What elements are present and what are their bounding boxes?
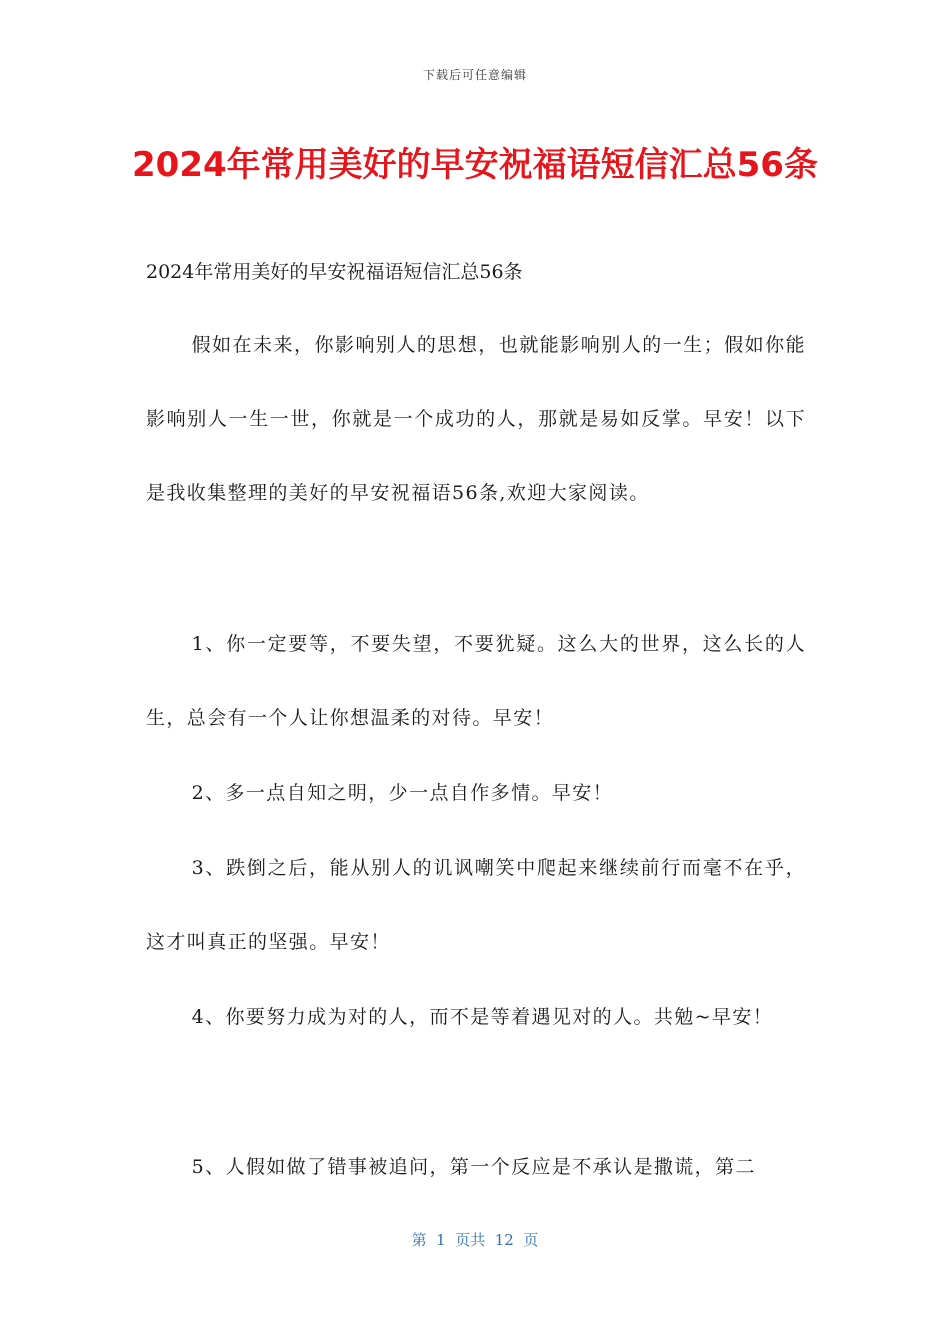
list-item: 5、人假如做了错事被追问，第一个反应是不承认是撒谎，第二 xyxy=(191,1156,756,1178)
page-number: 第 1 页共 12 页 xyxy=(411,1231,539,1249)
list-item: 3、跌倒之后，能从别人的讥讽嘲笑中爬起来继续前行而毫不在乎，这才叫真正的坚强。早安！ xyxy=(146,857,806,953)
list-item: 1、你一定要等，不要失望，不要犹疑。这么大的世界，这么长的人生，总会有一个人让你想温柔的对待。早安！ xyxy=(146,633,806,729)
list-item: 2、多一点自知之明，少一点自作多情。早安！ xyxy=(191,782,614,804)
header-note: 下载后可任意编辑 xyxy=(422,68,527,82)
list-item: 4、你要努力成为对的人，而不是等着遇见对的人。共勉~早安！ xyxy=(191,1006,774,1028)
intro-paragraph: 假如在未来，你影响别人的思想，也就能影响别人的一生；假如你能影响别人一生一世，你就是一个成功的人，那就是易如反掌。早安！以下是我收集整理的美好的早安祝福语56条,欢迎大家阅读。 xyxy=(146,334,806,504)
document-title: 2024年常用美好的早安祝福语短信汇总56条 xyxy=(132,145,818,185)
document-subtitle: 2024年常用美好的早安祝福语短信汇总56条 xyxy=(146,261,523,283)
